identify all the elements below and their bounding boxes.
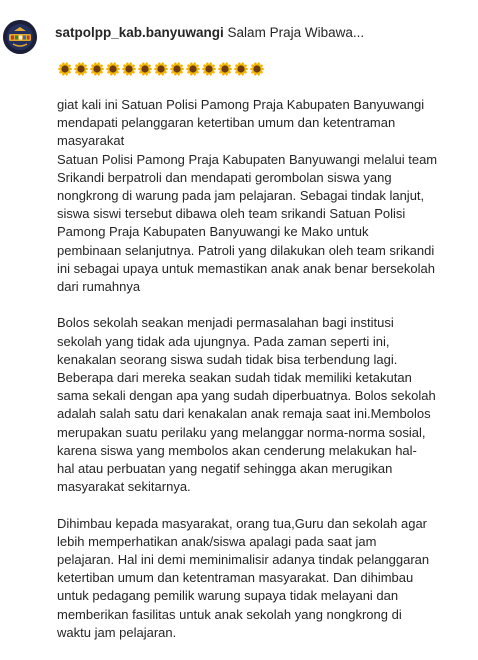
caption-line: masyarakat sekitarnya. (57, 479, 191, 495)
caption-line: dari rumahnya (57, 279, 141, 295)
caption-line: Pamong Praja Kabupaten Banyuwangi ke Mako untuk (57, 224, 369, 240)
sunflower-icon (73, 61, 89, 77)
sunflower-icon (153, 61, 169, 77)
sunflower-icon (217, 61, 233, 77)
caption-line: sekolah yang tidak ada ujungnya. Pada zaman seperti ini, (57, 333, 390, 349)
caption-line: nongkrong di warung pada jam pelajaran. Sebagai tindak lanjut, (57, 188, 425, 204)
sunflower-icon (201, 61, 217, 77)
caption-paragraph (57, 96, 472, 296)
caption-line: hal atau perbuatan yang negatif sehingga akan merugikan (57, 461, 393, 477)
caption-line: untuk pedagang pemilik warung supaya tidak melayani dan (57, 588, 399, 604)
caption-line: adalah salah satu dari kenakalan anak remaja saat ini.Membolos (57, 406, 431, 422)
caption-line: giat kali ini Satuan Polisi Pamong Praja Kabupaten Banyuwangi (57, 97, 425, 112)
caption-header (55, 24, 364, 42)
caption-line: mendapati pelanggaran ketertiban umum dan ketentraman (57, 115, 396, 131)
caption-line: Srikandi berpatroli dan mendapati gerombolan siswa yang (57, 169, 392, 185)
caption-line: Beberapa dari mereka seakan sudah tidak memiliki ketakutan (57, 370, 412, 386)
satpolpp-logo-icon (3, 20, 37, 54)
sunflower-icon (89, 61, 105, 77)
caption-line: karena siswa yang membolos akan cenderung melakukan hal- (57, 442, 417, 458)
sunflower-icon (137, 61, 153, 77)
caption-line: sama sekali dengan apa yang sudah diperbuatnya. Bolos sekolah (57, 388, 436, 404)
caption-line: ini sebagai upaya untuk memastikan anak anak benar bersekolah (57, 260, 435, 276)
caption-line: ketertiban umum dan ketentraman masyarakat. Dan dihimbau (57, 570, 414, 586)
sunflower-icon (121, 61, 137, 77)
sunflower-icon (105, 61, 121, 77)
caption-first-line: Salam Praja Wibawa... (227, 25, 365, 40)
sunflower-icon (249, 61, 265, 77)
caption-line: waktu jam pelajaran. (57, 624, 177, 640)
caption-line: siswa siswi tersebut dibawa oleh team srikandi Satuan Polisi (57, 206, 406, 222)
sunflower-emoji-row (57, 61, 265, 77)
sunflower-icon (57, 61, 73, 77)
caption-line: Bolos sekolah seakan menjadi permasalahan bagi institusi (57, 315, 394, 331)
avatar[interactable] (3, 20, 37, 54)
sunflower-icon (233, 61, 249, 77)
caption-line: pembinaan selanjutnya. Patroli yang dilakukan oleh team srikandi (57, 242, 435, 258)
caption-line: masyarakat (57, 133, 125, 149)
caption-line: Dihimbau kepada masyarakat, orang tua,Guru dan sekolah agar (57, 515, 427, 531)
sunflower-icon (185, 61, 201, 77)
caption-line: pelajaran. Hal ini demi meminimalisir adanya tindak pelanggaran (57, 552, 430, 568)
sunflower-icon (169, 61, 185, 77)
caption-line: kenakalan seorang siswa sudah tidak bisa terbendung lagi. (57, 351, 398, 367)
caption-paragraph (57, 314, 472, 496)
caption-line: Satuan Polisi Pamong Praja Kabupaten Banyuwangi melalui team (57, 151, 438, 167)
caption-body (57, 96, 472, 660)
caption-line: merupakan suatu perilaku yang melanggar norma-norma sosial, (57, 424, 426, 440)
caption-line: memberikan fasilitas untuk anak sekolah yang nongkrong di (57, 606, 402, 622)
caption-line: lebih memperhatikan anak/siswa apalagi pada saat jam (57, 533, 377, 549)
caption-paragraph (57, 515, 472, 642)
username-link[interactable]: satpolpp_kab.banyuwangi (55, 25, 224, 40)
